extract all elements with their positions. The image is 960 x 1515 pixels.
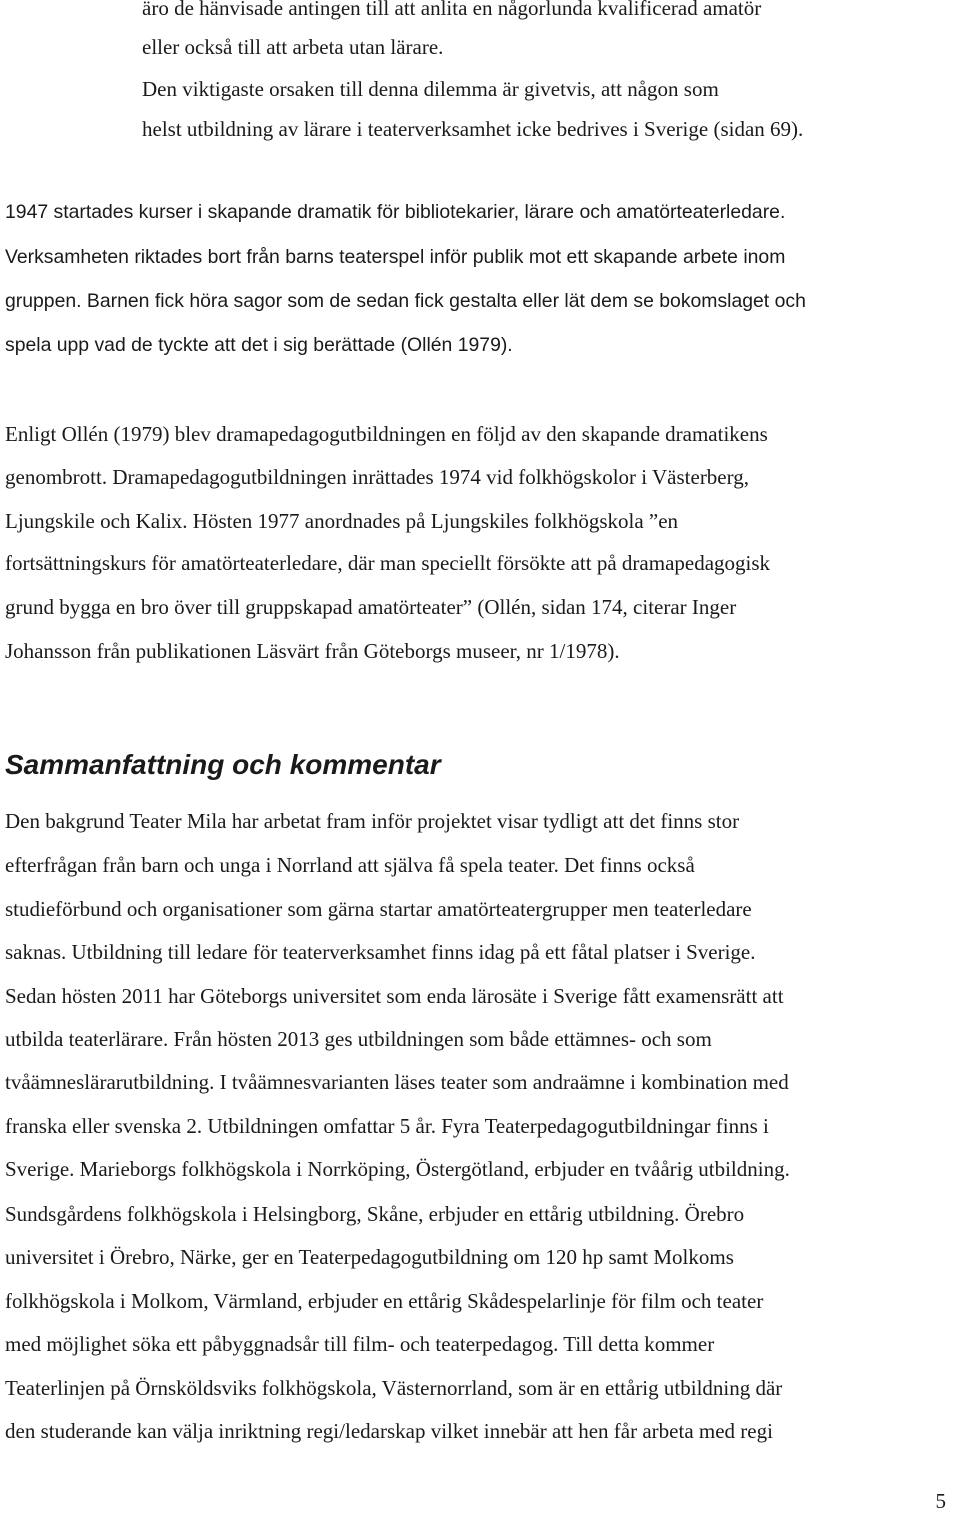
paragraph-line: Ljungskile och Kalix. Hösten 1977 anordnades på Ljungskiles folkhögskola ”en (5, 509, 679, 533)
paragraph-line: 1947 startades kurser i skapande dramatik för bibliotekarier, lärare och amatörteaterledare. (5, 201, 786, 223)
paragraph-line: Verksamheten riktades bort från barns teaterspel inför publik mot ett skapande arbete inom (5, 246, 786, 268)
paragraph-line: genombrott. Dramapedagogutbildningen inrättades 1974 vid folkhögskolor i Västerberg, (5, 465, 749, 489)
paragraph-line: saknas. Utbildning till ledare för teaterverksamhet finns idag på ett fåtal platser i Sverige. (5, 940, 756, 964)
paragraph-line: Teaterlinjen på Örnsköldsviks folkhögskola, Västernorrland, som är en ettårig utbildning där (5, 1376, 783, 1400)
section-heading: Sammanfattning och kommentar (5, 749, 441, 780)
page-number: 5 (935, 1489, 946, 1513)
paragraph-line: tvåämneslärarutbildning. I tvåämnesvarianten läses teater som andraämne i kombination med (5, 1070, 789, 1094)
paragraph-line: grund bygga en bro över till gruppskapad amatörteater” (Ollén, sidan 174, citerar Inger (5, 595, 737, 619)
paragraph-line: folkhögskola i Molkom, Värmland, erbjuder en ettårig Skådespelarlinje för film och teater (5, 1289, 764, 1313)
paragraph-line: universitet i Örebro, Närke, ger en Teaterpedagogutbildning om 120 hp samt Molkoms (5, 1245, 734, 1269)
paragraph-line: Johansson från publikationen Läsvärt från Göteborgs museer, nr 1/1978). (5, 639, 620, 663)
paragraph-line: Den bakgrund Teater Mila har arbetat fram inför projektet visar tydligt att det finns stor (5, 809, 740, 833)
quote-line: Den viktigaste orsaken till denna dilemma är givetvis, att någon som (142, 77, 719, 101)
paragraph-line: Sedan hösten 2011 har Göteborgs universitet som enda lärosäte i Sverige fått examensrätt att (5, 984, 784, 1008)
paragraph-line: med möjlighet söka ett påbyggnadsår till film- och teaterpedagog. Till detta kommer (5, 1332, 715, 1356)
quote-line: helst utbildning av lärare i teaterverksamhet icke bedrives i Sverige (sidan 69). (142, 117, 804, 141)
paragraph-line: studieförbund och organisationer som gärna startar amatörteatergrupper men teaterledare (5, 897, 752, 921)
paragraph-line: spela upp vad de tyckte att det i sig berättade (Ollén 1979). (5, 334, 513, 356)
paragraph-line: utbilda teaterlärare. Från hösten 2013 ges utbildningen som både ettämnes- och som (5, 1027, 712, 1051)
paragraph-line: Enligt Ollén (1979) blev dramapedagogutbildningen en följd av den skapande dramatikens (5, 422, 768, 446)
paragraph-line: Sundsgårdens folkhögskola i Helsingborg, Skåne, erbjuder en ettårig utbildning. Örebro (5, 1202, 745, 1226)
paragraph-line: efterfrågan från barn och unga i Norrland att själva få spela teater. Det finns också (5, 853, 695, 877)
paragraph-line: fortsättningskurs för amatörteaterledare, där man speciellt försökte att på dramapedagogisk (5, 551, 771, 575)
paragraph-line: franska eller svenska 2. Utbildningen omfattar 5 år. Fyra Teaterpedagogutbildningar finns i (5, 1114, 769, 1138)
paragraph-line: gruppen. Barnen fick höra sagor som de sedan fick gestalta eller lät dem se bokomslaget och (5, 290, 806, 312)
quote-line: eller också till att arbeta utan lärare. (142, 35, 444, 59)
quote-line: äro de hänvisade antingen till att anlita en någorlunda kvalificerad amatör (142, 0, 762, 20)
paragraph-line: den studerande kan välja inriktning regi/ledarskap vilket innebär att hen får arbeta med regi (5, 1419, 773, 1443)
paragraph-line: Sverige. Marieborgs folkhögskola i Norrköping, Östergötland, erbjuder en tvåårig utbildning. (5, 1157, 790, 1181)
